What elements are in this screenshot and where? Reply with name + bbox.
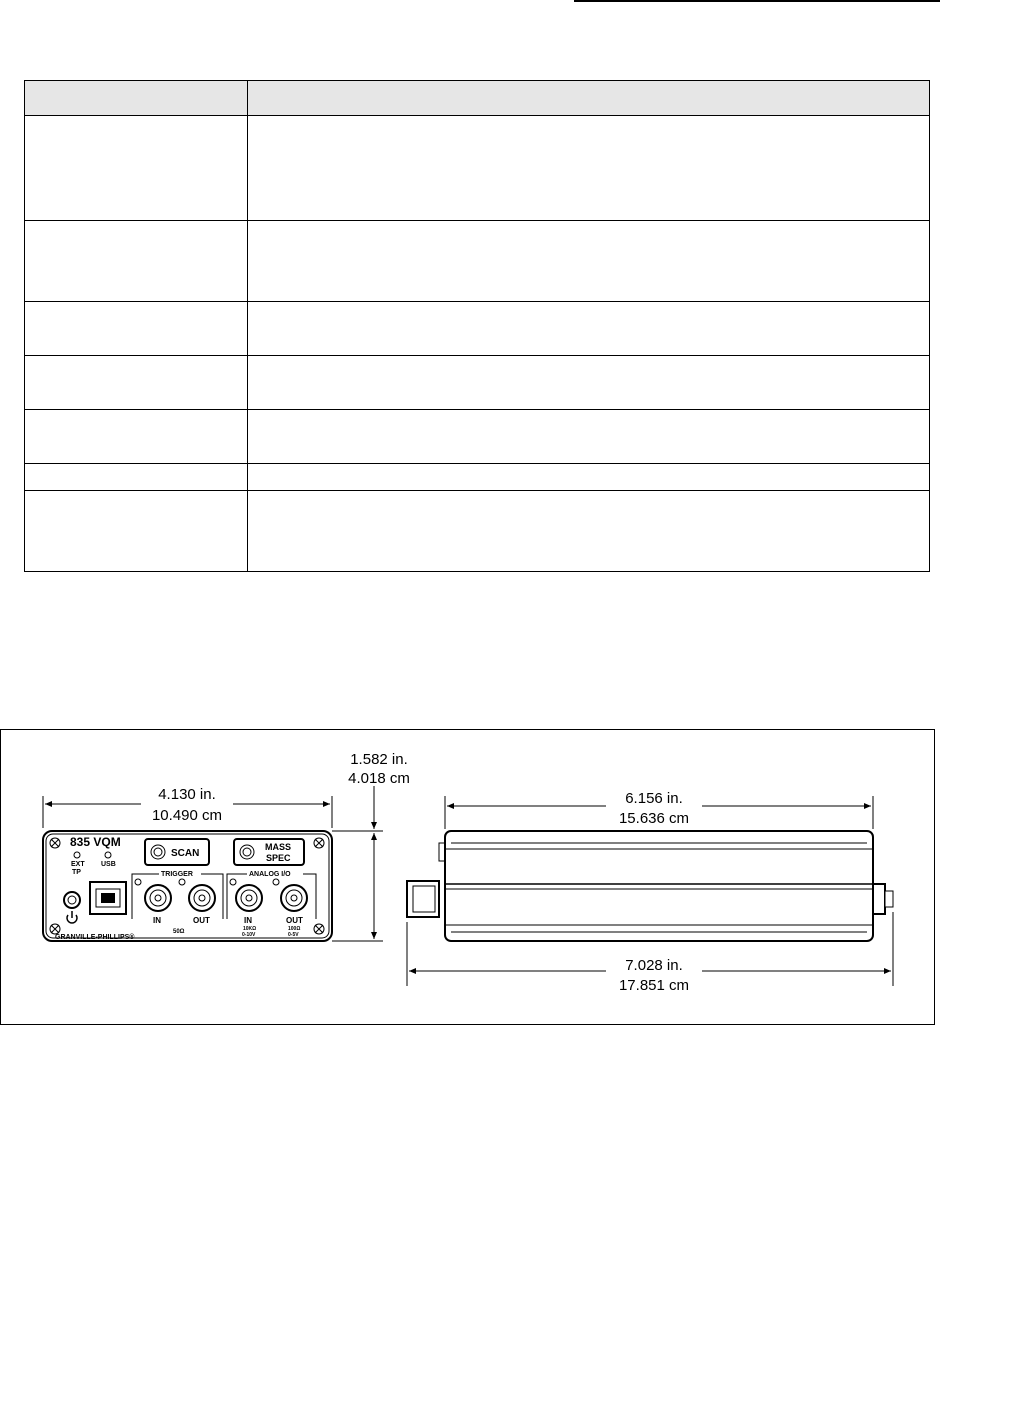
height-cm-label: 4.018 cm (348, 770, 410, 787)
ext-label: EXT (71, 861, 85, 868)
usb-port-core (101, 893, 115, 903)
table-cell (248, 116, 930, 221)
height-dimension (332, 751, 410, 941)
trigger-in-label: IN (153, 916, 161, 925)
brand-label: GRANVILLE-PHILLIPS® (55, 934, 135, 941)
table-header-cell (25, 81, 248, 116)
table-cell (25, 221, 248, 302)
header-rule (574, 0, 940, 2)
bnc-connector-icon[interactable] (281, 885, 307, 911)
trigger-out-label: OUT (193, 916, 210, 925)
table-row (25, 410, 930, 464)
table-cell (25, 116, 248, 221)
table-row (25, 221, 930, 302)
dimension-drawing-svg (1, 730, 936, 1026)
table-header-cell (248, 81, 930, 116)
table-cell (25, 491, 248, 572)
body-length-cm-label: 15.636 cm (618, 810, 690, 827)
table-cell (25, 356, 248, 410)
bnc-connector-icon[interactable] (145, 885, 171, 911)
width-cm-label: 10.490 cm (151, 807, 223, 824)
power-jack-icon[interactable] (64, 892, 80, 908)
spec-table (24, 80, 930, 572)
analog-in-label: IN (244, 916, 252, 925)
overall-length-cm-label: 17.851 cm (618, 977, 690, 994)
table-row (25, 356, 930, 410)
bnc-connector-icon[interactable] (189, 885, 215, 911)
trigger-label: TRIGGER (161, 871, 193, 878)
table-cell (248, 302, 930, 356)
table-cell (25, 302, 248, 356)
analog-in-spec1: 10KΩ (243, 926, 257, 932)
table-header-row (25, 81, 930, 116)
analog-out-spec2: 0-5V (288, 932, 299, 938)
table-cell (25, 410, 248, 464)
analog-out-spec1: 100Ω (288, 926, 301, 932)
table-cell (248, 221, 930, 302)
tp-label: TP (72, 869, 81, 876)
right-connector-icon (873, 884, 885, 914)
usb-label: USB (101, 861, 116, 868)
body-length-in-label: 6.156 in. (625, 790, 683, 807)
scan-button-label: SCAN (171, 848, 200, 859)
body-length-dimension (445, 786, 873, 829)
right-connector-tip (885, 891, 893, 907)
dimension-drawing (0, 729, 935, 1025)
mass-spec-label-line2: SPEC (266, 853, 291, 863)
analog-in-spec2: 0-10V (242, 932, 256, 938)
table-row (25, 302, 930, 356)
trigger-impedance-label: 50Ω (173, 929, 185, 935)
analog-io-label: ANALOG I/O (249, 871, 291, 878)
table-row (25, 464, 930, 491)
width-dimension (43, 784, 332, 828)
width-in-label: 4.130 in. (158, 786, 216, 803)
table-cell (248, 464, 930, 491)
model-label: 835 VQM (70, 835, 121, 849)
table-row (25, 491, 930, 572)
table-row (25, 116, 930, 221)
analog-out-label: OUT (286, 916, 303, 925)
table-cell (248, 410, 930, 464)
table-cell (248, 356, 930, 410)
table-cell (25, 464, 248, 491)
mass-spec-label-line1: MASS (265, 842, 292, 852)
front-panel (43, 831, 332, 941)
overall-length-in-label: 7.028 in. (625, 957, 683, 974)
bnc-connector-icon[interactable] (236, 885, 262, 911)
table-cell (248, 491, 930, 572)
height-in-label: 1.582 in. (350, 751, 408, 768)
side-view (407, 831, 893, 941)
